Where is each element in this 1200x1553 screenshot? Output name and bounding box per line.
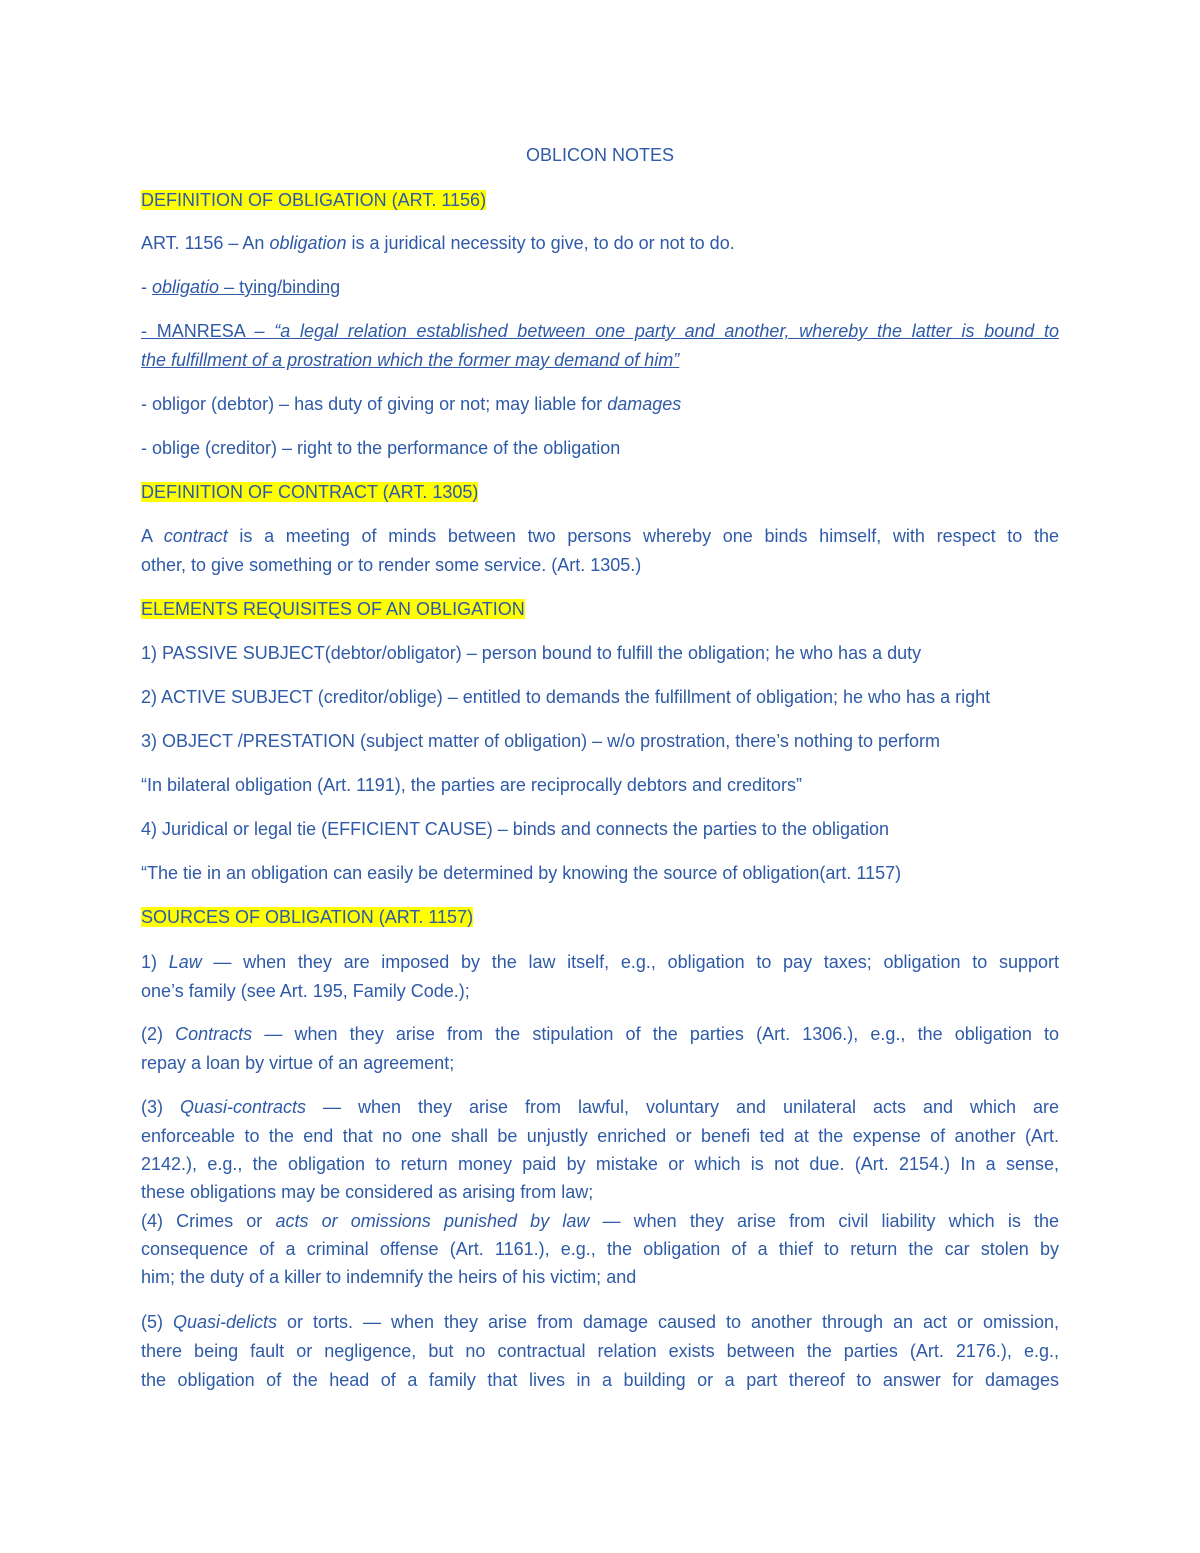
text-run: (3): [141, 1097, 180, 1117]
text-run: is a meeting of minds between two persons whereby one binds himself, with respect to the: [227, 526, 1059, 546]
italic-run: acts or omissions punished by law: [275, 1211, 590, 1231]
element-juridical-tie: 4) Juridical or legal tie (EFFICIENT CAUSE) – binds and connects the parties to the obligation: [141, 819, 890, 839]
source-quasi-contracts-line-1: [141, 1093, 1059, 1121]
element-object-prestation: 3) OBJECT /PRESTATION (subject matter of obligation) – w/o prostration, there’s nothing to perform: [141, 731, 940, 751]
text-run: is a juridical necessity to give, to do or not to do.: [346, 233, 735, 253]
heading-text: ELEMENTS REQUISITES OF AN OBLIGATION: [141, 599, 525, 619]
text-run: - MANRESA –: [141, 321, 275, 341]
obligor-text: [141, 390, 1059, 418]
obligatio-text: [141, 273, 1059, 301]
source-quasi-contracts-line-4: these obligations may be considered as arising from law;: [141, 1182, 594, 1202]
source-contracts-line-2: repay a loan by virtue of an agreement;: [141, 1053, 455, 1073]
contract-line-2: other, to give something or to render some service. (Art. 1305.): [141, 555, 642, 575]
italic-run: Quasi-delicts: [172, 1312, 278, 1332]
heading-sources: [141, 903, 1059, 931]
source-crimes-line-3: him; the duty of a killer to indemnify the heirs of his victim; and: [141, 1267, 637, 1287]
italic-run: obligatio: [152, 277, 220, 297]
heading-text: DEFINITION OF OBLIGATION (ART. 1156): [141, 190, 487, 210]
text-run: (2): [141, 1024, 176, 1044]
contract-line-1: [141, 522, 1059, 550]
source-quasi-contracts-line-3: 2142.), e.g., the obligation to return money paid by mistake or which is not due. (Art. 2154.) In a sense,: [141, 1154, 1059, 1174]
heading-definition-obligation: [141, 186, 1059, 214]
text-run: 1): [141, 952, 169, 972]
element-passive-subject: 1) PASSIVE SUBJECT(debtor/obligator) – person bound to fulfill the obligation; he who has a duty: [141, 643, 922, 663]
source-quasi-delicts-line-2: there being fault or negligence, but no contractual relation exists between the parties (Art. 2176.), e.g.,: [141, 1341, 1059, 1361]
element-active-subject: 2) ACTIVE SUBJECT (creditor/oblige) – entitled to demands the fulfillment of obligation; he who has a right: [141, 687, 991, 707]
heading-text: SOURCES OF OBLIGATION (ART. 1157): [141, 907, 474, 927]
heading-definition-contract: [141, 478, 1059, 506]
heading-elements: [141, 595, 1059, 623]
source-quasi-contracts-line-2: enforceable to the end that no one shall be unjustly enriched or benefi ted at the expense of another (Art.: [141, 1126, 1059, 1146]
text-run: — when they arise from lawful, voluntary and unilateral acts and which are: [306, 1097, 1060, 1117]
text-run: or torts. — when they arise from damage caused to another through an act or omission,: [277, 1312, 1059, 1332]
source-law-line-2: one’s family (see Art. 195, Family Code.);: [141, 981, 470, 1001]
text-run: ART. 1156 – An: [141, 233, 270, 253]
heading-text: DEFINITION OF CONTRACT (ART. 1305): [141, 482, 479, 502]
source-contracts-line-1: [141, 1020, 1059, 1048]
text-run: (5): [141, 1312, 173, 1332]
italic-run: Contracts: [175, 1024, 253, 1044]
art-1156-text: [141, 229, 1059, 257]
text-run: -: [141, 277, 152, 297]
page-title: OBLICON NOTES: [525, 145, 675, 165]
bilateral-obligation-quote: “In bilateral obligation (Art. 1191), the parties are reciprocally debtors and creditors”: [141, 775, 802, 795]
text-run: A: [141, 526, 164, 546]
manresa-line-1: [141, 317, 1059, 345]
italic-run: “a legal relation established between one party and another, whereby the latter is bound to: [274, 321, 1059, 341]
source-quasi-delicts-line-3: the obligation of the head of a family that lives in a building or a part thereof to answer for damages: [141, 1370, 1059, 1390]
text-run: (4) Crimes or: [141, 1211, 276, 1231]
text-run: — when they are imposed by the law itself, e.g., obligation to pay taxes; obligation to support: [201, 952, 1059, 972]
source-quasi-delicts-line-1: [141, 1308, 1059, 1336]
italic-run: obligation: [269, 233, 347, 253]
source-crimes-line-1: [141, 1207, 1059, 1235]
text-run: — when they arise from civil liability which is the: [589, 1211, 1059, 1231]
source-crimes-line-2: consequence of a criminal offense (Art. 1161.), e.g., the obligation of a thief to return the car stolen by: [141, 1239, 1059, 1259]
tie-source-quote: “The tie in an obligation can easily be determined by knowing the source of obligation(art. 1157): [141, 863, 902, 883]
oblige-text: - oblige (creditor) – right to the performance of the obligation: [141, 438, 621, 458]
source-law-line-1: [141, 948, 1059, 976]
text-run: – tying/binding: [219, 277, 341, 297]
text-run: — when they arise from the stipulation of the parties (Art. 1306.), e.g., the obligation to: [252, 1024, 1059, 1044]
text-run: - obligor (debtor) – has duty of giving or not; may liable for: [141, 394, 608, 414]
manresa-line-2: [141, 346, 1059, 374]
italic-run: Quasi-contracts: [179, 1097, 307, 1117]
italic-run: Law: [168, 952, 202, 972]
italic-run: damages: [607, 394, 682, 414]
underlined-run: [152, 277, 340, 297]
italic-run: the fulfillment of a prostration which the former may demand of him”: [141, 350, 680, 370]
italic-run: contract: [163, 526, 228, 546]
